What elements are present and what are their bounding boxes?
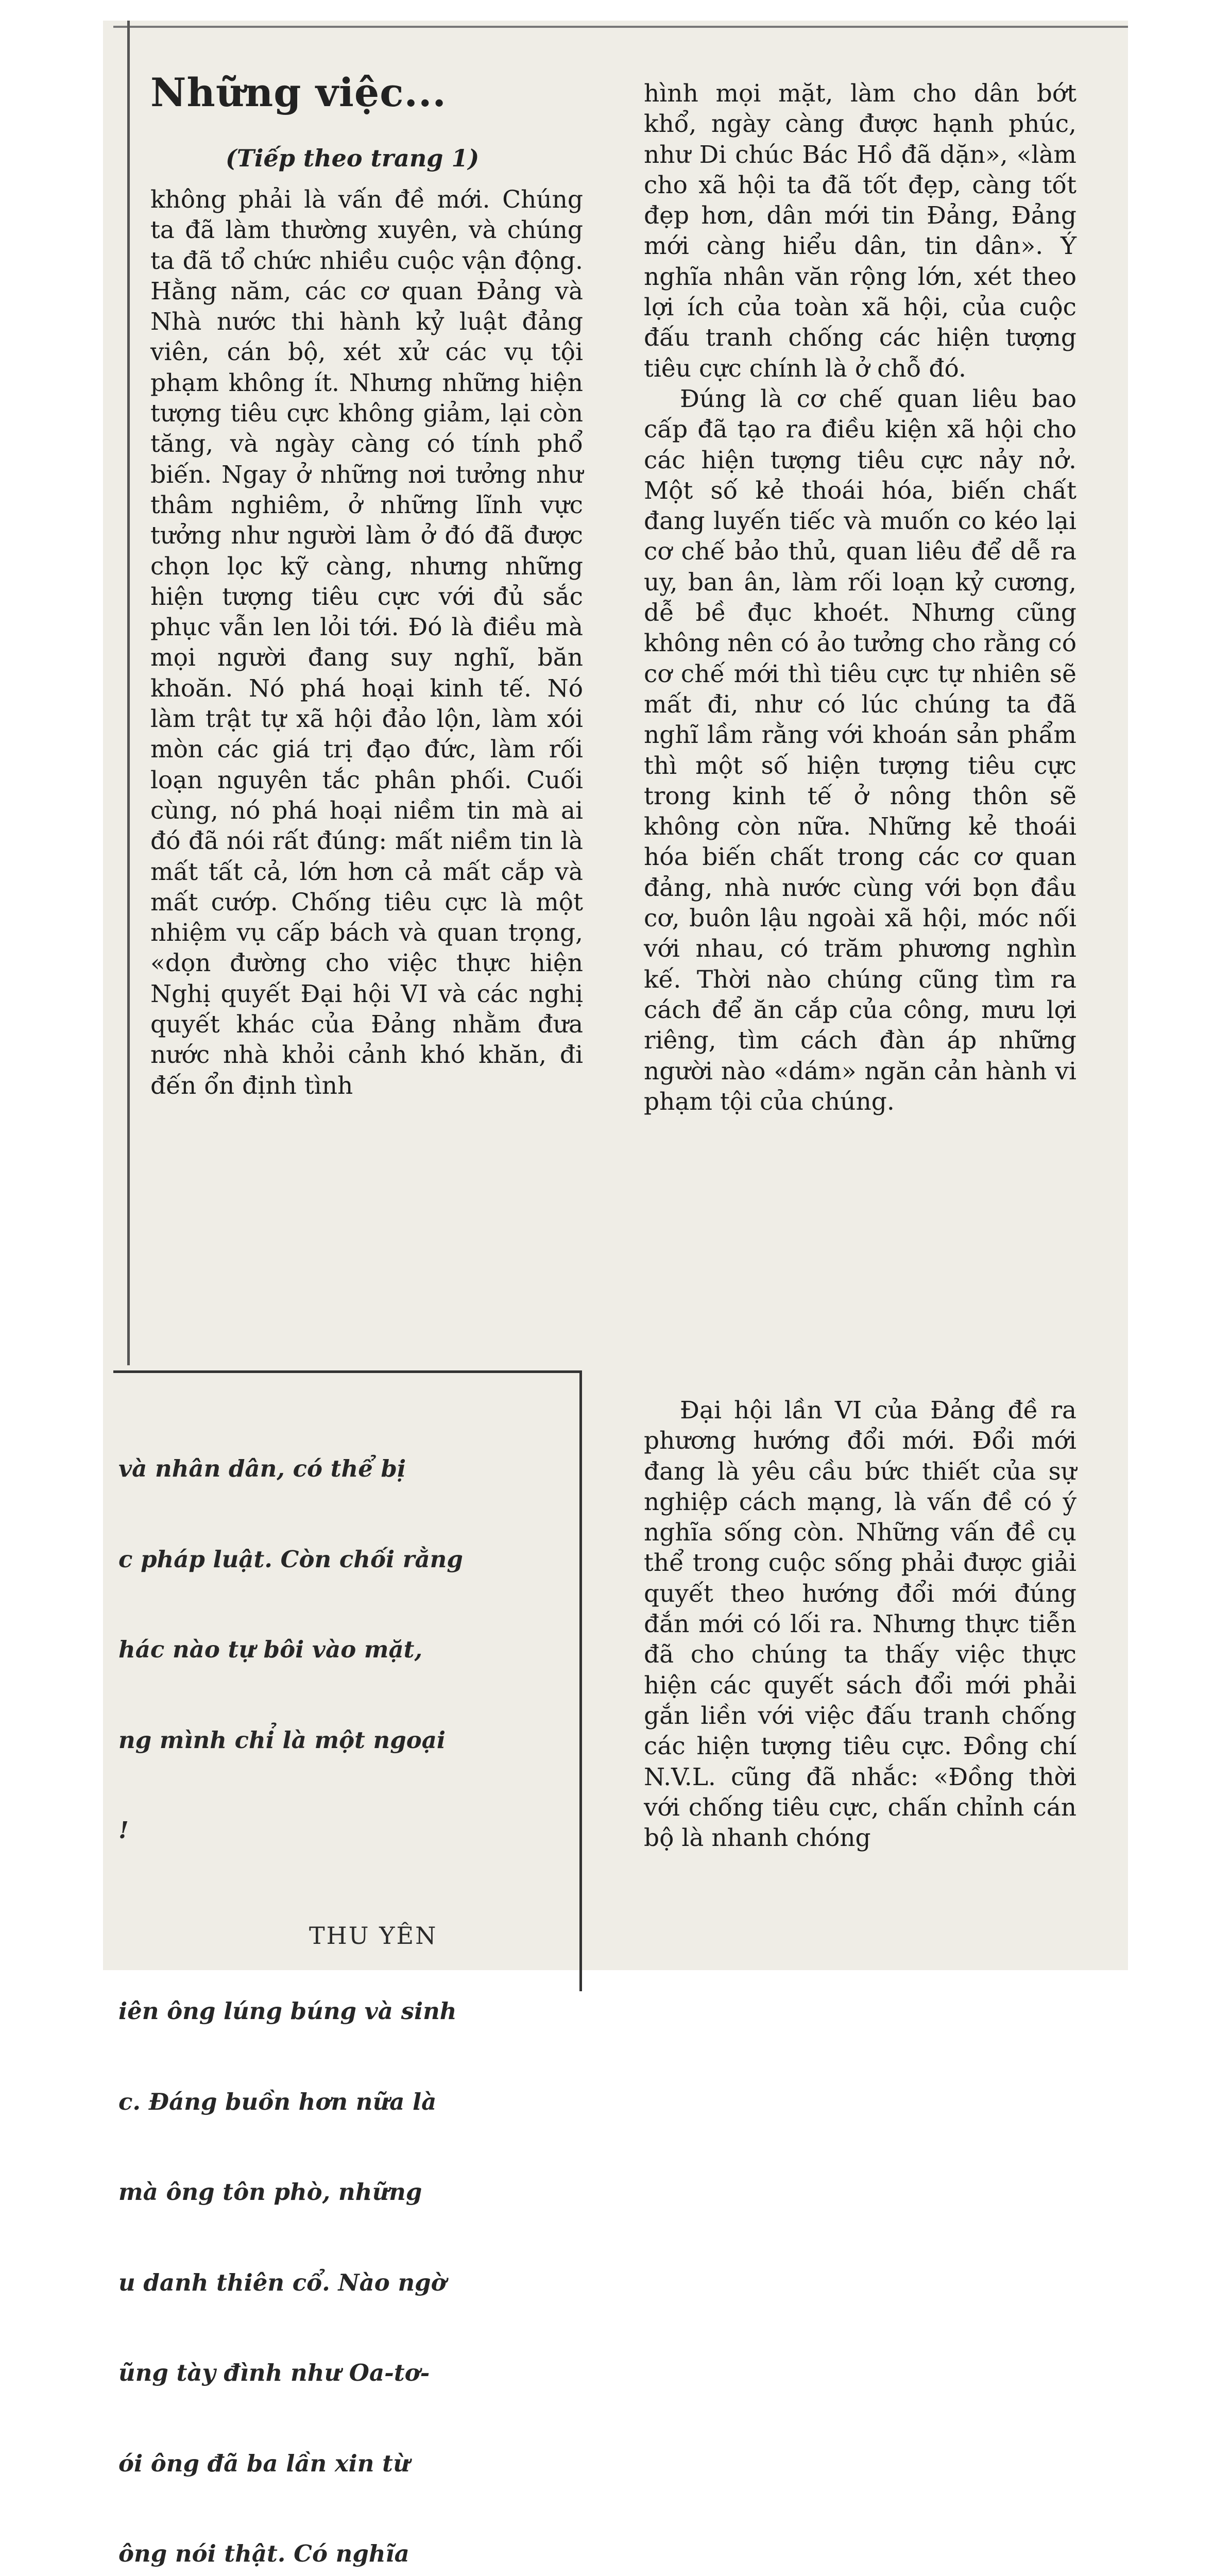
box-line: u danh thiên cổ. Nào ngờ xyxy=(118,2268,447,2296)
box-line: ói ông đã ba lần xin từ xyxy=(118,2449,410,2477)
box-line: ! xyxy=(118,1817,129,1844)
right-column xyxy=(644,78,1076,1117)
left-column xyxy=(150,184,583,1101)
author-signature: THU YÊN xyxy=(309,1922,438,1950)
continuation-note: (Tiếp theo trang 1) xyxy=(226,144,480,172)
boxed-piece-text xyxy=(118,1394,572,2576)
boxed-piece xyxy=(113,1370,582,2567)
box-line: c. Đáng buồn hơn nữa là xyxy=(118,2088,437,2115)
newspaper-page xyxy=(103,21,1128,2567)
box-line: ũng tày đình như Oa-tơ- xyxy=(118,2359,430,2386)
box-line: ông nói thật. Có nghĩa xyxy=(118,2540,409,2567)
box-line: ng mình chỉ là một ngoại xyxy=(118,1726,446,1754)
right-paragraph-3: Đại hội lần VI của Đảng đề ra phương hướng đổi mới. Đổi mới đang là yêu cầu bức thiết của sự nghiệp cách mạng, là vấn đề có ý nghĩa sống còn. Những vấn đề cụ thể trong cuộc sống phải được giải quyết theo hướng đổi mới đúng đắn mới có lối ra. Nhưng thực tiễn đã cho chúng ta thấy việc thực hiện các quyết sách đổi mới phải gắn liền với việc đấu tranh chống các hiện tượng tiêu cực. Đồng chí N.V.L. cũng đã nhắc: «Đồng thời với chống tiêu cực, chấn chỉnh cán bộ là nhanh chóng xyxy=(644,1396,1076,1853)
box-line: c pháp luật. Còn chối rằng xyxy=(118,1545,463,1573)
right-paragraph-2: Đúng là cơ chế quan liêu bao cấp đã tạo ra điều kiện xã hội cho các hiện tượng tiêu cực nảy nở. Một số kẻ thoái hóa, biến chất đang luyến tiếc và muốn co kéo lại cơ chế bảo thủ, quan liêu để dễ ra uy, ban ân, làm rối loạn kỷ cương, dễ bề đục khoét. Nhưng cũng không nên có ảo tưởng cho rằng có cơ chế mới thì tiêu cực tự nhiên sẽ mất đi, như có lúc chúng ta đã nghĩ lầm rằng với khoán sản phẩm thì một số hiện tượng tiêu cực trong kinh tế ở nông thôn sẽ không còn nữa. Những kẻ thoái hóa biến chất trong các cơ quan đảng, nhà nước cùng với bọn đầu cơ, buôn lậu ngoài xã hội, móc nối với nhau, có trăm phương nghìn kế. Thời nào chúng cũng tìm ra cách để ăn cắp của công, mưu lợi riêng, tìm cách đàn áp những người nào «dám» ngăn cản hành vi phạm tội của chúng. xyxy=(644,384,1076,1116)
left-paragraph-1: không phải là vấn đề mới. Chúng ta đã làm thường xuyên, và chúng ta đã tổ chức nhiều cuộc vận động. Hằng năm, các cơ quan Đảng và Nhà nước thi hành kỷ luật đảng viên, cán bộ, xét xử các vụ tội phạm không ít. Nhưng những hiện tượng tiêu cực không giảm, lại còn tăng, và ngày càng có tính phổ biến. Ngay ở những nơi tưởng như thâm nghiêm, ở những lĩnh vực tưởng như người làm ở đó đã được chọn lọc kỹ càng, nhưng những hiện tượng tiêu cực với đủ sắc phục vẫn len lỏi tới. Đó là điều mà mọi người đang suy nghĩ, băn khoăn. Nó phá hoại kinh tế. Nó làm trật tự xã hội đảo lộn, làm xói mòn các giá trị đạo đức, làm rối loạn nguyên tắc phân phối. Cuối cùng, nó phá hoại niềm tin mà ai đó đã nói rất đúng: mất niềm tin là mất tất cả, lớn hơn cả mất cắp và mất cướp. Chống tiêu cực là một nhiệm vụ cấp bách và quan trọng, «dọn đường cho việc thực hiện Nghị quyết Đại hội VI và các nghị quyết khác của Đảng nhằm đưa nước nhà khỏi cảnh khó khăn, đi đến ổn định tình xyxy=(150,185,583,1100)
box-line: và nhân dân, có thể bị xyxy=(118,1455,406,1482)
left-rule xyxy=(127,21,130,1365)
box-line: mà ông tôn phò, những xyxy=(118,2178,422,2206)
article-headline: Những việc... xyxy=(150,70,447,115)
right-column-lower xyxy=(644,1395,1076,1853)
top-rule xyxy=(113,26,1128,28)
right-paragraph-1: hình mọi mặt, làm cho dân bớt khổ, ngày càng được hạnh phúc, như Di chúc Bác Hồ đã dặn», «làm cho xã hội ta đã tốt đẹp, càng tốt đẹp hơn, dân mới tin Đảng, Đảng mới càng hiểu dân, tin dân». Ý nghĩa nhân văn rộng lớn, xét theo lợi ích của toàn xã hội, của cuộc đấu tranh chống các hiện tượng tiêu cực chính là ở chỗ đó. xyxy=(644,79,1076,383)
box-line: iên ông lúng búng và sinh xyxy=(118,1997,457,2025)
box-line: hác nào tự bôi vào mặt, xyxy=(118,1636,423,1663)
